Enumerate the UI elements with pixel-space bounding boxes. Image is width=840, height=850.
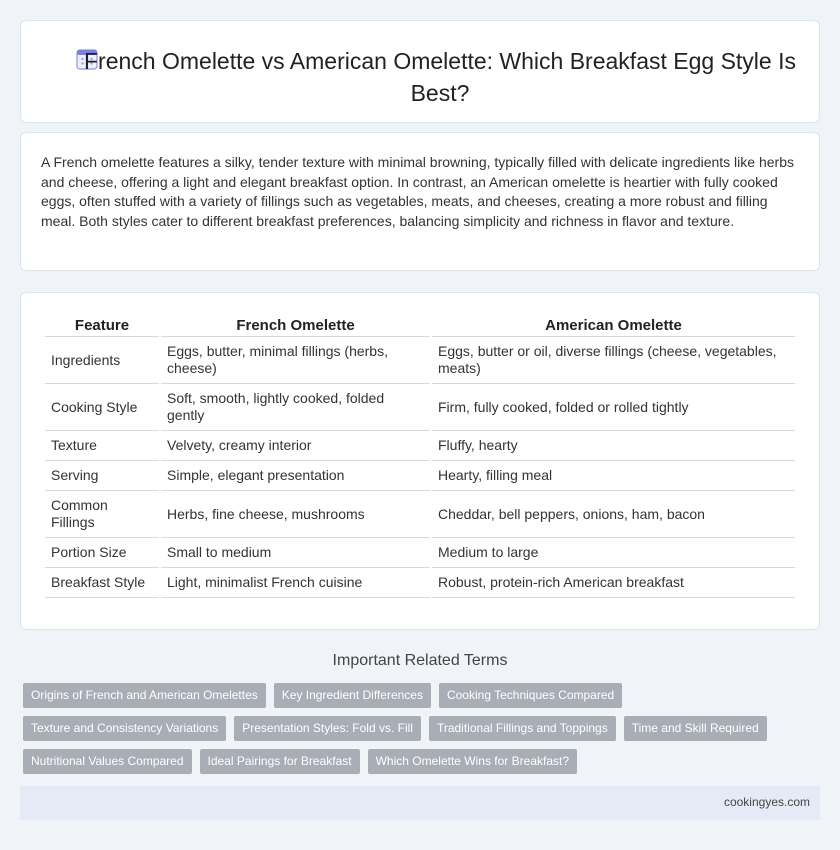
table-cell: Common Fillings xyxy=(45,491,159,538)
tag-row xyxy=(23,749,823,774)
related-tag[interactable]: Presentation Styles: Fold vs. Fill xyxy=(234,716,421,741)
tag-row xyxy=(23,683,823,708)
table-cell: Robust, protein-rich American breakfast xyxy=(432,568,795,598)
header-feature: Feature xyxy=(45,313,159,337)
table-cell: Breakfast Style xyxy=(45,568,159,598)
related-terms-tags xyxy=(23,683,823,782)
related-tag[interactable]: Cooking Techniques Compared xyxy=(439,683,622,708)
comparison-table-card xyxy=(20,292,820,630)
table-cell: Fluffy, hearty xyxy=(432,431,795,461)
intro-card xyxy=(20,132,820,271)
table-cell: Small to medium xyxy=(161,538,430,568)
table-cell: Medium to large xyxy=(432,538,795,568)
table-cell: Simple, elegant presentation xyxy=(161,461,430,491)
table-cell: Soft, smooth, lightly cooked, folded gently xyxy=(161,384,430,431)
table-cell: Cheddar, bell peppers, onions, ham, bacon xyxy=(432,491,795,538)
comparison-table xyxy=(43,313,797,598)
related-tag[interactable]: Traditional Fillings and Toppings xyxy=(429,716,616,741)
table-cell: Herbs, fine cheese, mushrooms xyxy=(161,491,430,538)
tag-row xyxy=(23,716,823,741)
related-terms-title: Important Related Terms xyxy=(332,652,508,669)
related-tag[interactable]: Origins of French and American Omelettes xyxy=(23,683,266,708)
table-cell: Eggs, butter, minimal fillings (herbs, cheese) xyxy=(161,337,430,384)
table-cell: Ingredients xyxy=(45,337,159,384)
table-cell: Portion Size xyxy=(45,538,159,568)
table-cell: Velvety, creamy interior xyxy=(161,431,430,461)
header-american: American Omelette xyxy=(432,313,795,337)
table-cell: Eggs, butter or oil, diverse fillings (cheese, vegetables, meats) xyxy=(432,337,795,384)
table-cell: Serving xyxy=(45,461,159,491)
table-row xyxy=(45,568,795,598)
header-french: French Omelette xyxy=(161,313,430,337)
intro-paragraph: A French omelette features a silky, tender texture with minimal browning, typically filled with delicate ingredients like herbs and cheese, offering a light and elegant breakfast option. In contrast, an American omelette is heartier with fully cooked eggs, often stuffed with a variety of fillings such as vegetables, meats, and cheeses, creating a more robust and filling meal. Both styles cater to different breakfast preferences, balancing simplicity and richness in flavor and texture. xyxy=(41,154,794,229)
related-tag[interactable]: Time and Skill Required xyxy=(624,716,767,741)
table-cell: Light, minimalist French cuisine xyxy=(161,568,430,598)
table-cell: Firm, fully cooked, folded or rolled tightly xyxy=(432,384,795,431)
page-title: French Omelette vs American Omelette: Which Breakfast Egg Style Is Best? xyxy=(84,48,796,106)
related-tag[interactable]: Nutritional Values Compared xyxy=(23,749,192,774)
table-row xyxy=(45,431,795,461)
table-header-row xyxy=(45,313,795,337)
title-card xyxy=(20,20,820,123)
footer xyxy=(20,786,820,820)
related-tag[interactable]: Key Ingredient Differences xyxy=(274,683,431,708)
table-cell: Cooking Style xyxy=(45,384,159,431)
table-row xyxy=(45,538,795,568)
table-row xyxy=(45,461,795,491)
related-tag[interactable]: Ideal Pairings for Breakfast xyxy=(200,749,360,774)
related-tag[interactable]: Texture and Consistency Variations xyxy=(23,716,226,741)
related-tag[interactable]: Which Omelette Wins for Breakfast? xyxy=(368,749,577,774)
table-cell: Texture xyxy=(45,431,159,461)
table-row xyxy=(45,491,795,538)
table-cell: Hearty, filling meal xyxy=(432,461,795,491)
table-row xyxy=(45,337,795,384)
footer-site-link[interactable]: cookingyes.com xyxy=(723,795,810,809)
table-row xyxy=(45,384,795,431)
